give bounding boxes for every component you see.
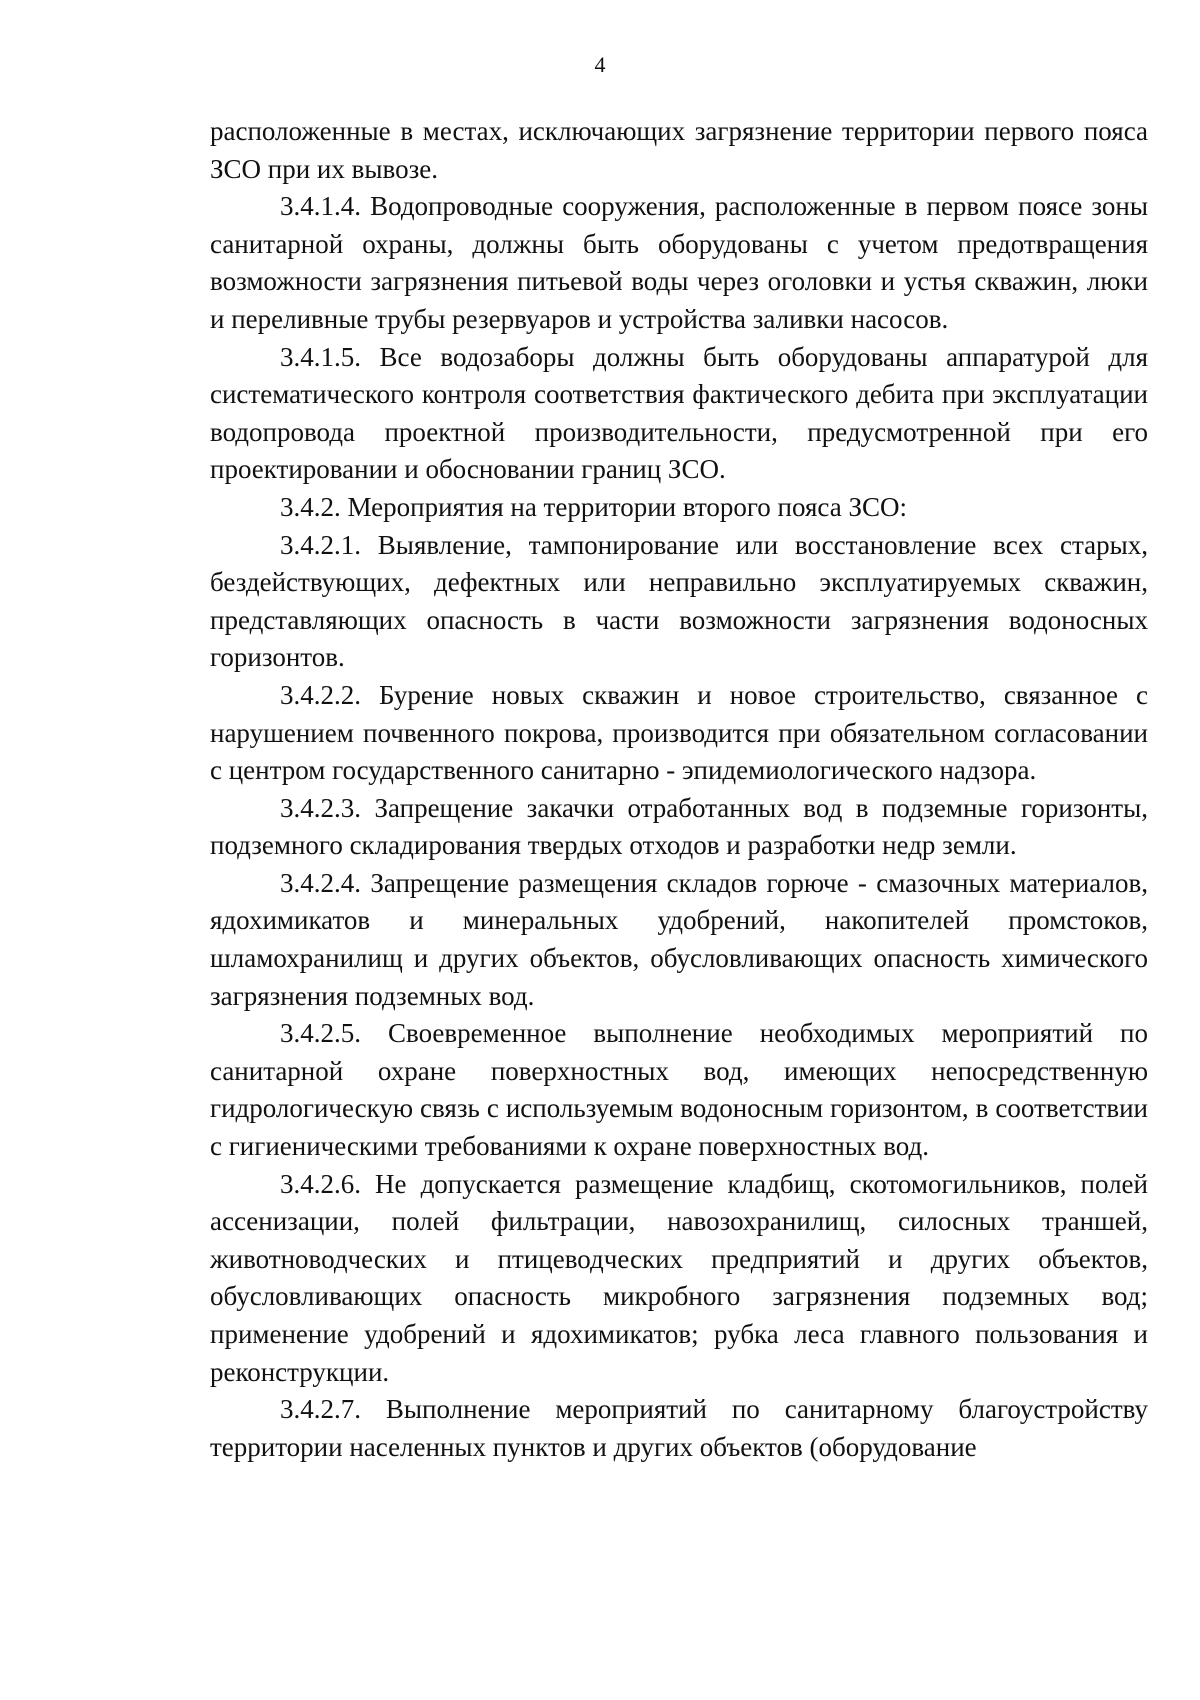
paragraph-3-4-2-7: 3.4.2.7. Выполнение мероприятий по санитарному благоустройству территории населенных пунктов и других объектов (оборудование (210, 1394, 1148, 1462)
paragraph-3-4-2-4: 3.4.2.4. Запрещение размещения складов горюче - смазочных материалов, ядохимикатов и минеральных удобрений, накопителей промстоков, шламохранилищ и других объектов, обусловливающих опасность химического загрязнения подземных вод. (210, 867, 1148, 1011)
document-body (210, 113, 1148, 1466)
paragraph-continuation: расположенные в местах, исключающих загрязнение территории первого пояса ЗСО при их вывозе. (210, 116, 1148, 184)
paragraph-3-4-2-6: 3.4.2.6. Не допускается размещение кладбищ, скотомогильников, полей ассенизации, полей фильтрации, навозохранилищ, силосных траншей, животноводческих и птицеводческих предприятий и других объектов, обусловливающих опасность микробного загрязнения подземных вод; применение удобрений и ядохимикатов; рубка леса главного пользования и реконструкции. (210, 1168, 1148, 1387)
page-number: 4 (594, 52, 606, 77)
paragraph-3-4-2-1: 3.4.2.1. Выявление, тампонирование или восстановление всех старых, бездействующих, дефектных или неправильно эксплуатируемых скважин, представляющих опасность в части возможности загрязнения водоносных горизонтов. (210, 529, 1148, 673)
paragraph-3-4-1-5: 3.4.1.5. Все водозаборы должны быть оборудованы аппаратурой для систематического контроля соответствия фактического дебита при эксплуатации водопровода проектной производительности, предусмотренной при его проектировании и обосновании границ ЗСО. (210, 341, 1148, 485)
paragraph-3-4-2-heading: 3.4.2. Мероприятия на территории второго пояса ЗСО: (280, 491, 907, 522)
paragraph-3-4-2-2: 3.4.2.2. Бурение новых скважин и новое строительство, связанное с нарушением почвенного покрова, производится при обязательном согласовании с центром государственного санитарно - эпидемиологического надзора. (210, 679, 1148, 786)
paragraph-3-4-2-3: 3.4.2.3. Запрещение закачки отработанных вод в подземные горизонты, подземного складирования твердых отходов и разработки недр земли. (210, 792, 1148, 861)
paragraph-3-4-2-5: 3.4.2.5. Своевременное выполнение необходимых мероприятий по санитарной охране поверхностных вод, имеющих непосредственную гидрологическую связь с используемым водоносным горизонтом, в соответствии с гигиеническими требованиями к охране поверхностных вод. (210, 1018, 1148, 1162)
paragraph-3-4-1-4: 3.4.1.4. Водопроводные сооружения, расположенные в первом поясе зоны санитарной охраны, должны быть оборудованы с учетом предотвращения возможности загрязнения питьевой воды через оголовки и устья скважин, люки и переливные трубы резервуаров и устройства заливки насосов. (210, 191, 1148, 334)
